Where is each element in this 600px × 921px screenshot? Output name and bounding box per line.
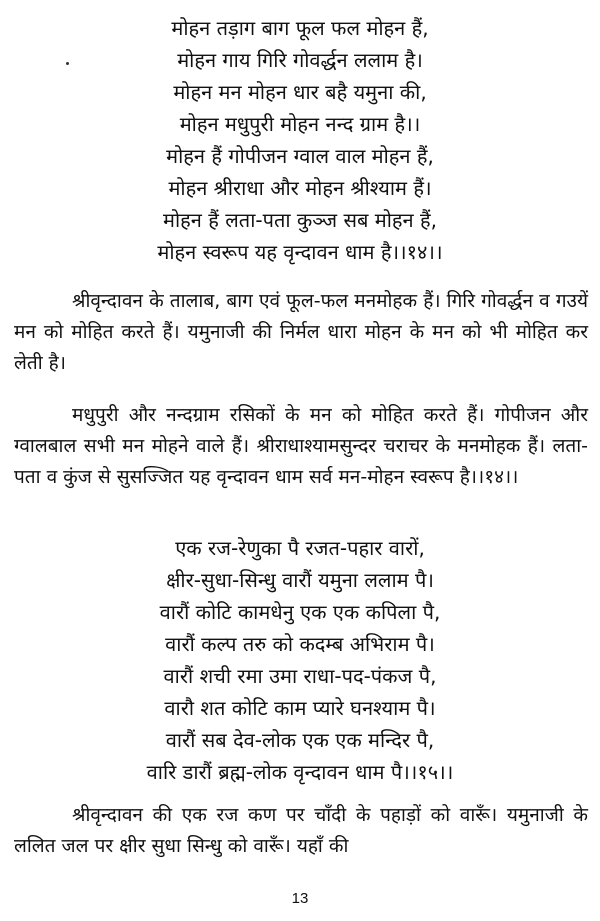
paragraph-text: मधुपुरी और नन्दग्राम रसिकों के मन को मोहित करते हैं। गोपीजन और ग्वालबाल सभी मन मोहने वाले हैं। श्रीराधाश्यामसुन्दर चराचर के मनमोहक हैं। लता-पता व कुंज से सुसज्जित यह वृन्दावन धाम सर्व मन-मोहन स्वरूप है।।१४।। (14, 404, 588, 488)
verse-line: मोहन श्रीराधा और मोहन श्रीश्याम हैं। (168, 176, 432, 200)
verse-line: क्षीर-सुधा-सिन्धु वारौं यमुना ललाम पै। (166, 568, 434, 592)
verse-line: एक रज-रेणुका पै रजत-पहार वारों, (175, 536, 425, 560)
verse-line: मोहन हैं गोपीजन ग्वाल वाल मोहन हैं, (166, 144, 434, 168)
verse-line: मोहन गाय गिरि गोवर्द्धन ललाम है। (177, 48, 423, 72)
verse-15 (0, 532, 600, 788)
commentary-paragraph-3 (14, 800, 588, 862)
verse-line: मोहन मन मोहन धार बहै यमुना की, (173, 80, 427, 104)
verse-14 (0, 12, 600, 268)
verse-line: वारौं कल्प तरु को कदम्ब अभिराम पै। (165, 632, 435, 656)
verse-line: मोहन मधुपुरी मोहन नन्द ग्राम है।। (179, 112, 421, 136)
commentary-paragraph-2 (14, 400, 588, 493)
verse-line: वारौं शची रमा उमा राधा-पद-पंकज पै, (163, 664, 437, 688)
verse-line: वारौ शत कोटि काम प्यारे घनश्याम पै। (164, 696, 436, 720)
verse-line: मोहन तड़ाग बाग फूल फल मोहन हैं, (171, 16, 429, 40)
verse-line: मोहन हैं लता-पता कुञ्ज सब मोहन हैं, (163, 208, 437, 232)
page-number: 13 (291, 890, 309, 907)
verse-line: मोहन स्वरूप यह वृन्दावन धाम है।।१४।। (157, 240, 443, 264)
verse-line: वारौं सब देव-लोक एक एक मन्दिर पै, (165, 728, 435, 752)
paragraph-text: श्रीवृन्दावन के तालाब, बाग एवं फूल-फल मनमोहक हैं। गिरि गोवर्द्धन व गउयें मन को मोहित करते हैं। यमुनाजी की निर्मल धारा मोहन के मन को भी मोहित कर लेती है। (14, 290, 588, 374)
paragraph-text: श्रीवृन्दावन की एक रज कण पर चाँदी के पहाड़ों को वारूँ। यमुनाजी के ललित जल पर क्षीर सुधा सिन्धु को वारूँ। यहाँ की (14, 804, 588, 857)
commentary-paragraph-1 (14, 286, 588, 379)
verse-line: वारि डारौं ब्रह्म-लोक वृन्दावन धाम पै।।१५।। (146, 760, 454, 784)
verse-line: वारौं कोटि कामधेनु एक एक कपिला पै, (159, 600, 441, 624)
